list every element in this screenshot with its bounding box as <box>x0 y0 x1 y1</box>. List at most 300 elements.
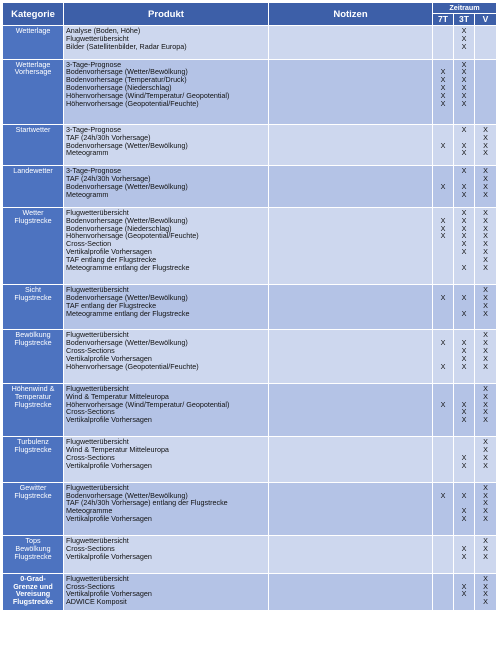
mark-x: X <box>483 361 488 371</box>
mark-x: X <box>483 354 488 364</box>
table-row <box>3 59 497 124</box>
mark-cell-7t <box>433 573 454 611</box>
mark-x <box>433 126 453 134</box>
product-cell <box>64 482 269 535</box>
mark-x: X <box>483 415 488 425</box>
product-label: Meteogramm <box>66 189 109 199</box>
notes-cell <box>269 437 433 483</box>
mark-cell-7t <box>433 59 454 124</box>
mark-x: X <box>461 239 467 249</box>
mark-x <box>433 256 453 264</box>
mark-x: X <box>483 460 488 470</box>
mark-x: X <box>461 354 467 364</box>
mark-x: X <box>483 182 488 192</box>
header-produkt: Produkt <box>64 3 269 26</box>
product-cell <box>64 124 269 166</box>
mark-x <box>433 167 453 175</box>
product-label: Bilder (Satellitenbilder, Radar Europa) <box>66 41 187 51</box>
mark-x <box>433 248 453 256</box>
mark-x: X <box>440 83 446 93</box>
mark-x: X <box>461 514 467 524</box>
product-label: Bodenvorhersage (Wetter/Bewölkung) <box>66 338 188 348</box>
mark-x: X <box>483 399 488 409</box>
mark-x <box>433 302 453 310</box>
product-label: Vertikalprofile Vorhersagen <box>66 551 152 561</box>
mark-x <box>433 310 453 318</box>
mark-cell-v <box>475 437 497 483</box>
mark-x <box>433 264 453 272</box>
category-cell <box>3 330 64 383</box>
mark-x <box>454 598 474 606</box>
mark-x: X <box>483 346 488 356</box>
mark-x: X <box>461 166 467 176</box>
mark-cell-v <box>475 166 497 208</box>
mark-x: X <box>483 506 488 516</box>
mark-x: X <box>483 589 488 599</box>
table-body <box>3 26 497 611</box>
product-label: TAF entlang der Flugstrecke <box>66 300 157 310</box>
mark-x: X <box>440 67 446 77</box>
mark-x <box>433 590 453 598</box>
mark-x: X <box>461 26 467 35</box>
category-cell <box>3 26 64 60</box>
product-label: Vertikalprofile Vorhersagen <box>66 460 152 470</box>
category-cell <box>3 437 64 483</box>
mark-x: X <box>440 223 446 233</box>
product-cell <box>64 437 269 483</box>
mark-x <box>454 438 474 446</box>
product-label: 3-Tage-Prognose <box>66 59 122 69</box>
mark-x: X <box>440 231 446 241</box>
category-cell <box>3 284 64 330</box>
mark-x: X <box>483 215 488 225</box>
table-row <box>3 330 497 383</box>
category-label: 0-Grad- <box>20 573 46 583</box>
document-page <box>2 2 496 611</box>
product-label: Wind & Temperatur Mitteleuropa <box>66 391 169 401</box>
mark-x: X <box>483 498 488 508</box>
table-row <box>3 536 497 574</box>
product-cell <box>64 330 269 383</box>
mark-cell-7t <box>433 284 454 330</box>
weather-products-table <box>2 2 497 611</box>
product-label: Analyse (Boden, Höhe) <box>66 26 141 35</box>
mark-x <box>433 416 453 424</box>
category-label: Wetter <box>22 207 44 217</box>
mark-x <box>433 35 453 43</box>
mark-x <box>454 385 474 393</box>
mark-x: X <box>461 231 467 241</box>
product-label: 3-Tage-Prognose <box>66 124 122 134</box>
category-label: Temperatur <box>14 391 52 401</box>
mark-x <box>433 27 453 35</box>
mark-x: X <box>461 263 467 273</box>
notes-cell <box>269 284 433 330</box>
mark-x: X <box>483 247 488 257</box>
notes-cell <box>269 383 433 436</box>
notes-cell <box>269 207 433 284</box>
mark-x: X <box>461 543 467 553</box>
category-cell <box>3 207 64 284</box>
mark-cell-7t <box>433 207 454 284</box>
mark-cell-3t <box>454 207 475 284</box>
mark-x: X <box>461 361 467 371</box>
mark-x: X <box>483 284 488 294</box>
category-label: Flugstrecke <box>14 445 52 455</box>
mark-x <box>475 84 496 92</box>
product-label: Flugwetterübersicht <box>66 284 129 294</box>
mark-x <box>433 438 453 446</box>
mark-x: X <box>483 383 488 393</box>
product-label: Bodenvorhersage (Niederschlag) <box>66 223 172 233</box>
mark-x <box>433 149 453 157</box>
mark-cell-v <box>475 330 497 383</box>
mark-x: X <box>483 391 488 401</box>
category-label: Flugstrecke <box>14 338 52 348</box>
product-label: Cross-Sections <box>66 452 115 462</box>
mark-cell-3t <box>454 536 475 574</box>
category-label: Wetterlage <box>15 59 51 69</box>
product-cell <box>64 59 269 124</box>
mark-x: X <box>440 292 446 302</box>
table-row <box>3 573 497 611</box>
product-cell <box>64 573 269 611</box>
product-label: Bodenvorhersage (Wetter/Bewölkung) <box>66 140 188 150</box>
mark-x: X <box>483 132 488 142</box>
mark-x: X <box>483 573 488 583</box>
mark-x: X <box>461 247 467 257</box>
notes-cell <box>269 482 433 535</box>
notes-cell <box>269 166 433 208</box>
mark-x: X <box>483 543 488 553</box>
category-label: Flugstrecke <box>14 215 52 225</box>
mark-x <box>433 240 453 248</box>
mark-x: X <box>461 415 467 425</box>
mark-x: X <box>461 407 467 417</box>
mark-x <box>433 191 453 199</box>
category-label: Grenze und <box>13 581 53 591</box>
category-label: Flugstrecke <box>14 551 52 561</box>
mark-x: X <box>440 91 446 101</box>
mark-cell-v <box>475 26 497 60</box>
mark-x <box>433 575 453 583</box>
product-cell <box>64 207 269 284</box>
category-label: Turbulenz <box>17 437 49 447</box>
mark-x: X <box>440 338 446 348</box>
mark-cell-7t <box>433 437 454 483</box>
product-label: Bodenvorhersage (Wetter/Bewölkung) <box>66 490 188 500</box>
category-cell <box>3 573 64 611</box>
category-label: Sicht <box>25 284 41 294</box>
product-label: TAF (24h/30h Vorhersage) <box>66 174 151 184</box>
mark-cell-v <box>475 573 497 611</box>
notes-cell <box>269 26 433 60</box>
mark-x: X <box>461 83 467 93</box>
table-row <box>3 166 497 208</box>
table-row <box>3 207 497 284</box>
mark-x: X <box>461 148 467 158</box>
product-label: Bodenvorhersage (Niederschlag) <box>66 83 172 93</box>
header-3t: 3T <box>454 14 475 26</box>
mark-x: X <box>461 75 467 85</box>
mark-x: X <box>461 41 467 51</box>
mark-cell-3t <box>454 437 475 483</box>
category-label: Höhenwind & <box>11 383 55 393</box>
mark-cell-v <box>475 124 497 166</box>
mark-x <box>475 43 496 51</box>
product-label: TAF (24h/30h Vorhersage) entlang der Flugstrecke <box>66 498 228 508</box>
mark-x: X <box>461 124 467 134</box>
header-zeitraum: Zeitraum <box>433 3 497 14</box>
product-label: Cross-Sections <box>66 581 115 591</box>
category-label: Tops <box>25 536 41 546</box>
category-cell <box>3 59 64 124</box>
notes-cell <box>269 573 433 611</box>
product-label: Höhenvorhersage (Geopotential/Feuchte) <box>66 99 199 109</box>
category-label: Flugstrecke <box>12 597 54 607</box>
product-label: Vertikalprofile Vorhersagen <box>66 247 152 257</box>
table-row <box>3 383 497 436</box>
product-label: Vertikalprofile Vorhersagen <box>66 514 152 524</box>
mark-x: X <box>483 581 488 591</box>
mark-x: X <box>461 215 467 225</box>
mark-x: X <box>483 239 488 249</box>
table-row <box>3 284 497 330</box>
mark-cell-3t <box>454 59 475 124</box>
product-label: Flugwetterübersicht <box>66 437 129 447</box>
product-label: Höhenvorhersage (Geopotential/Feuchte) <box>66 361 199 371</box>
mark-x: X <box>440 399 446 409</box>
product-label: Flugwetterübersicht <box>66 573 129 583</box>
product-label: Bodenvorhersage (Wetter/Bewölkung) <box>66 182 188 192</box>
mark-x: X <box>483 445 488 455</box>
mark-x: X <box>461 506 467 516</box>
mark-x: X <box>461 99 467 109</box>
mark-x: X <box>461 59 467 69</box>
mark-x: X <box>461 490 467 500</box>
mark-cell-v <box>475 59 497 124</box>
mark-cell-3t <box>454 482 475 535</box>
mark-cell-3t <box>454 330 475 383</box>
category-cell <box>3 166 64 208</box>
category-label: Startwetter <box>15 124 51 134</box>
category-label: Gewitter <box>19 482 47 492</box>
product-label: 3-Tage-Prognose <box>66 166 122 176</box>
mark-x <box>433 446 453 454</box>
mark-cell-3t <box>454 166 475 208</box>
mark-x: X <box>483 174 488 184</box>
mark-x: X <box>483 338 488 348</box>
mark-x: X <box>440 215 446 225</box>
mark-x <box>475 68 496 76</box>
product-label: Flugwetterübersicht <box>66 383 129 393</box>
mark-cell-3t <box>454 284 475 330</box>
mark-x <box>433 347 453 355</box>
product-label: Cross-Sections <box>66 407 115 417</box>
notes-cell <box>269 59 433 124</box>
mark-x: X <box>483 551 488 561</box>
product-label: Höhenvorhersage (Wind/Temperatur/ Geopotential) <box>66 399 230 409</box>
mark-x: X <box>483 255 488 265</box>
mark-x <box>433 598 453 606</box>
product-cell <box>64 26 269 60</box>
category-label: Flugstrecke <box>14 292 52 302</box>
product-cell <box>64 383 269 436</box>
mark-cell-v <box>475 536 497 574</box>
mark-x: X <box>461 551 467 561</box>
mark-x <box>475 35 496 43</box>
mark-cell-v <box>475 207 497 284</box>
product-label: Meteogramme entlang der Flugstrecke <box>66 308 190 318</box>
mark-x <box>475 100 496 108</box>
product-label: Flugwetterübersicht <box>66 330 129 340</box>
mark-x <box>433 499 453 507</box>
product-label: Flugwetterübersicht <box>66 482 129 492</box>
mark-x: X <box>440 490 446 500</box>
mark-x: X <box>483 514 488 524</box>
mark-cell-7t <box>433 166 454 208</box>
header-7t: 7T <box>433 14 454 26</box>
mark-x: X <box>461 399 467 409</box>
mark-x: X <box>461 189 467 199</box>
product-label: Vertikalprofile Vorhersagen <box>66 415 152 425</box>
mark-x <box>433 507 453 515</box>
mark-x: X <box>483 223 488 233</box>
product-label: Höhenvorhersage (Geopotential/Feuchte) <box>66 231 199 241</box>
table-row <box>3 26 497 60</box>
mark-x: X <box>483 166 488 176</box>
mark-x: X <box>461 589 467 599</box>
mark-x: X <box>461 91 467 101</box>
mark-x <box>433 462 453 470</box>
product-label: Vertikalprofile Vorhersagen <box>66 589 152 599</box>
table-row <box>3 437 497 483</box>
category-cell <box>3 383 64 436</box>
mark-cell-3t <box>454 383 475 436</box>
mark-cell-v <box>475 284 497 330</box>
category-label: Vereisung <box>15 589 51 599</box>
header-notizen: Notizen <box>269 3 433 26</box>
mark-cell-7t <box>433 26 454 60</box>
product-label: Bodenvorhersage (Wetter/Bewölkung) <box>66 67 188 77</box>
product-label: Bodenvorhersage (Wetter/Bewölkung) <box>66 215 188 225</box>
product-label: Cross-Sections <box>66 543 115 553</box>
mark-x: X <box>483 300 488 310</box>
mark-x <box>475 76 496 84</box>
mark-x: X <box>483 140 488 150</box>
mark-x <box>433 454 453 462</box>
mark-x: X <box>483 263 488 273</box>
mark-x: X <box>461 581 467 591</box>
mark-cell-7t <box>433 124 454 166</box>
product-label: Cross-Section <box>66 239 112 249</box>
mark-cell-v <box>475 383 497 436</box>
mark-cell-7t <box>433 330 454 383</box>
mark-x: X <box>483 148 488 158</box>
category-cell <box>3 536 64 574</box>
notes-cell <box>269 330 433 383</box>
mark-x: X <box>461 207 467 217</box>
mark-x: X <box>461 292 467 302</box>
category-label: Wetterlage <box>15 26 51 35</box>
product-label: Meteogramme <box>66 506 113 516</box>
mark-x: X <box>483 482 488 492</box>
product-label: Bodenvorhersage (Wetter/Bewölkung) <box>66 292 188 302</box>
mark-x <box>475 27 496 35</box>
mark-x: X <box>483 189 488 199</box>
mark-x <box>433 515 453 523</box>
header-v: V <box>475 14 497 26</box>
mark-x <box>475 61 496 69</box>
mark-cell-v <box>475 482 497 535</box>
product-cell <box>64 284 269 330</box>
product-label: Meteogramme entlang der Flugstrecke <box>66 263 190 273</box>
table-row <box>3 482 497 535</box>
mark-x <box>475 92 496 100</box>
category-label: Flugstrecke <box>14 399 52 409</box>
mark-x: X <box>440 140 446 150</box>
product-label: Meteogramm <box>66 148 109 158</box>
mark-cell-7t <box>433 383 454 436</box>
category-label: Flugstrecke <box>14 490 52 500</box>
mark-x: X <box>483 231 488 241</box>
mark-x: X <box>461 140 467 150</box>
mark-x: X <box>483 330 488 340</box>
mark-x: X <box>461 67 467 77</box>
category-label: Bewölkung <box>15 330 51 340</box>
mark-x <box>433 583 453 591</box>
product-label: Vertikalprofile Vorhersagen <box>66 354 152 364</box>
category-label: Landewetter <box>13 166 53 176</box>
product-cell <box>64 536 269 574</box>
mark-cell-3t <box>454 124 475 166</box>
mark-x: X <box>483 407 488 417</box>
product-label: TAF (24h/30h Vorhersage) <box>66 132 151 142</box>
product-label: Bodenvorhersage (Temperatur/Druck) <box>66 75 187 85</box>
mark-x: X <box>483 536 488 546</box>
mark-x: X <box>440 75 446 85</box>
product-label: Wind & Temperatur Mitteleuropa <box>66 445 169 455</box>
mark-x <box>433 545 453 553</box>
mark-cell-7t <box>433 536 454 574</box>
mark-x: X <box>461 33 467 43</box>
mark-x: X <box>461 308 467 318</box>
product-label: Höhenvorhersage (Wind/Temperatur/ Geopotential) <box>66 91 230 101</box>
mark-x <box>433 408 453 416</box>
category-cell <box>3 482 64 535</box>
mark-x: X <box>483 437 488 447</box>
mark-x: X <box>461 223 467 233</box>
category-label: Vorhersage <box>14 67 52 77</box>
product-label: Flugwetterübersicht <box>66 33 129 43</box>
category-label: Bewölkung <box>15 543 51 553</box>
mark-cell-3t <box>454 573 475 611</box>
product-label: TAF entlang der Flugstrecke <box>66 255 157 265</box>
mark-x <box>433 537 453 545</box>
product-label: Flugwetterübersicht <box>66 207 129 217</box>
mark-x: X <box>440 182 446 192</box>
table-row <box>3 124 497 166</box>
product-label: Cross-Sections <box>66 346 115 356</box>
mark-x: X <box>483 124 488 134</box>
product-label: Flugwetterübersicht <box>66 536 129 546</box>
product-label: ADWICE Komposit <box>66 597 127 607</box>
mark-x <box>433 43 453 51</box>
mark-x <box>433 553 453 561</box>
header-kategorie: Kategorie <box>3 3 64 26</box>
mark-x: X <box>483 452 488 462</box>
mark-cell-3t <box>454 26 475 60</box>
